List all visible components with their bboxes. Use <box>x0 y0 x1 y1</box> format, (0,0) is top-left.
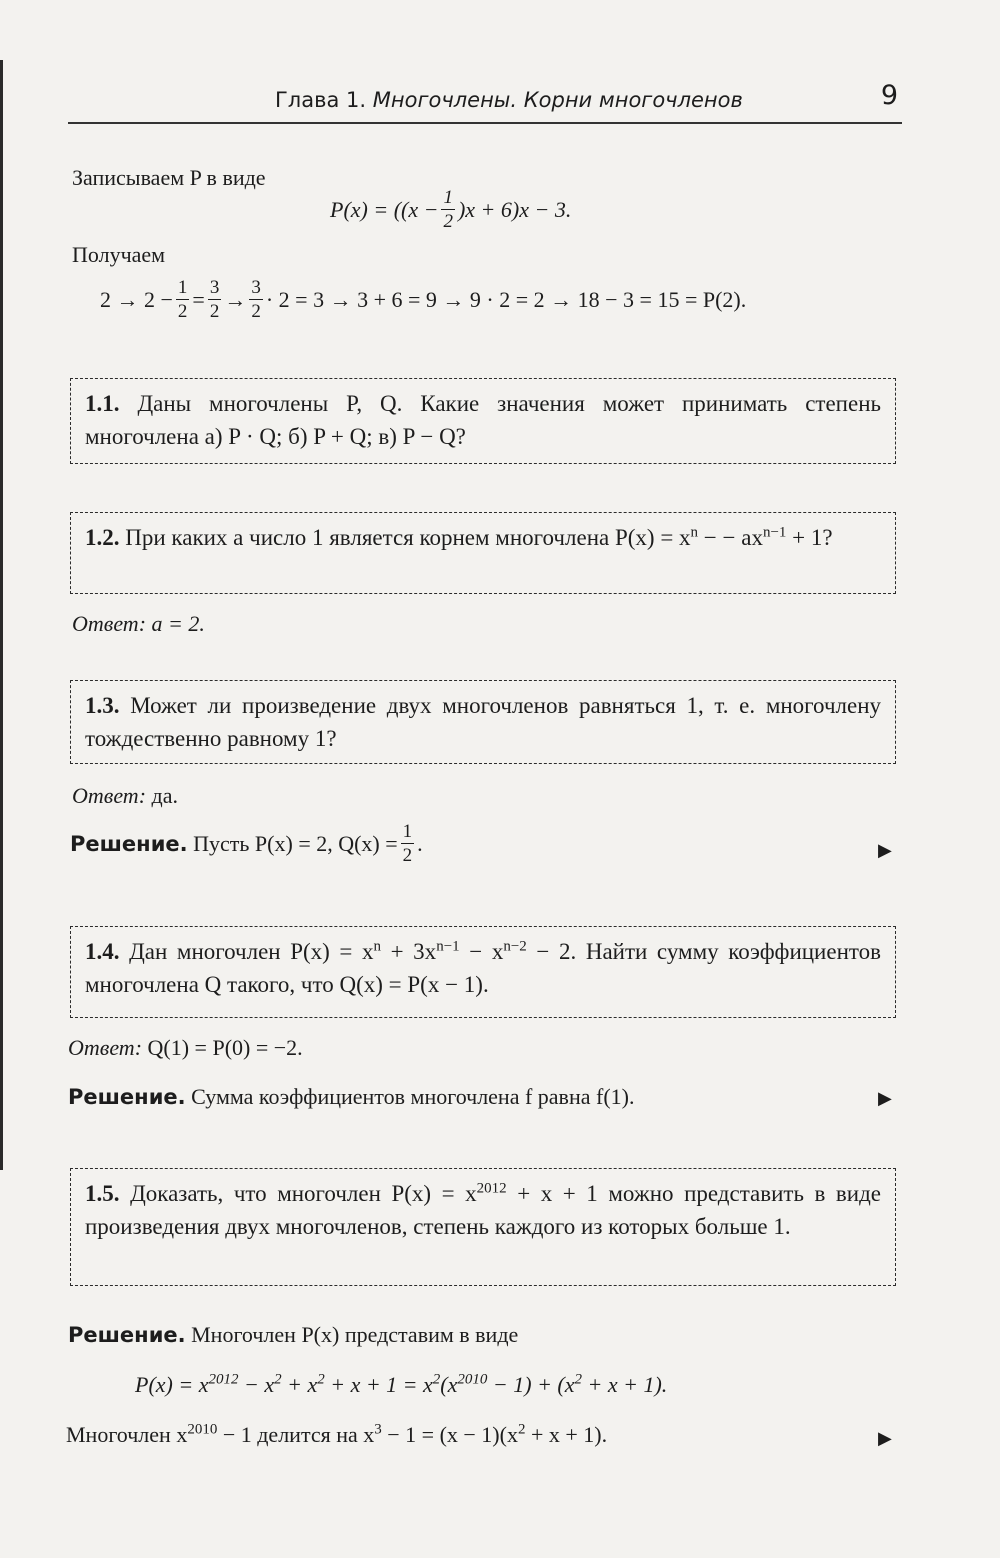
solution-1-3: Решение. Пусть P(x) = 2, Q(x) = $\frac{1}{2}$ . <box>70 821 423 866</box>
problem-number: 1.3. <box>85 693 120 718</box>
problem-1-4-box: 1.4. Дан многочлен $P(x) = x^n + 3x^{n-1} - x^{n-2} - 2$. Найти сумму коэффициентов многочлена Q такого, что Q(x) = P(x − 1). <box>70 926 896 1018</box>
fraction-half: $\frac{1}{2}$ <box>402 821 413 866</box>
solution-1-4: Решение. Сумма коэффициентов многочлена f равна f(1). <box>68 1084 635 1109</box>
problem-number: 1.1. <box>85 391 120 416</box>
scan-edge <box>0 60 3 1170</box>
problem-1-5-box: 1.5. Доказать, что многочлен $P(x) = x^{2012} + x + 1$ можно представить в виде произведения двух многочленов, степень каждого из которых больше 1. <box>70 1168 896 1286</box>
problem-1-3-box <box>70 680 896 764</box>
solution-1-5: Решение. Многочлен P(x) представим в виде <box>68 1322 519 1347</box>
problem-1-1-box <box>70 378 896 464</box>
problem-number: 1.5. <box>85 1181 120 1206</box>
problem-number: 1.2. <box>85 525 120 550</box>
solution-1-5-formula: $P(x) = x^{2012} - x^2 + x^2 + x + 1 = x^2(x^{2010} - 1) + (x^2 + x + 1)$. <box>135 1371 668 1397</box>
problem-text: Может ли произведение двух многочленов равняться 1, т. е. многочлену тождественно равному 1? <box>85 693 882 751</box>
calculation-chain: 2 → 2 − $\frac{1}{2}$ = $\frac{3}{2}$ → $\frac{3}{2}$ · 2 = 3 → 3 + 6 = 9 → 9 · 2 = 2 → 18 − 3 = 15 = P(2). <box>100 277 747 322</box>
intro-line-1: Записываем P в виде <box>72 165 266 190</box>
fraction-three-halves: $\frac{3}{2}$ <box>209 277 220 322</box>
end-of-solution-marker: ▶ <box>878 1088 892 1108</box>
problem-text: Даны многочлены P, Q. Какие значения может принимать степень многочлена а) P · Q; б) P + Q; в) P − Q? <box>85 391 881 449</box>
problem-1-2-box: 1.2. При каких a число 1 является корнем многочлена $P(x) = x^n$ − − $ax^{n-1} + 1$? <box>70 512 896 594</box>
answer-1-2: Ответ: a = 2. <box>72 611 205 636</box>
solution-1-5-last-line: Многочлен $x^{2010} - 1$ делится на $x^3 - 1 = (x - 1)(x^2 + x + 1)$. <box>66 1421 608 1447</box>
running-header <box>68 80 902 124</box>
fraction-half: $\frac{1}{2}$ <box>177 277 188 322</box>
end-of-solution-marker: ▶ <box>878 1428 892 1448</box>
intro-line-2: Получаем <box>72 242 166 267</box>
answer-1-4: Ответ: Q(1) = P(0) = −2. <box>68 1035 303 1060</box>
end-of-solution-marker: ▶ <box>878 840 892 860</box>
fraction-three-halves: $\frac{3}{2}$ <box>251 277 261 322</box>
answer-1-3: Ответ: да. <box>72 783 178 808</box>
chapter-title: Глава 1. Многочлены. Корни многочленов <box>275 88 743 112</box>
intro-formula: P(x) = ((x − $\frac{1}{2}$ )x + 6)x − 3. <box>330 187 572 232</box>
page-number: 9 <box>880 80 898 111</box>
problem-number: 1.4. <box>85 939 120 964</box>
fraction-half: $\frac{1}{2}$ <box>443 187 453 232</box>
